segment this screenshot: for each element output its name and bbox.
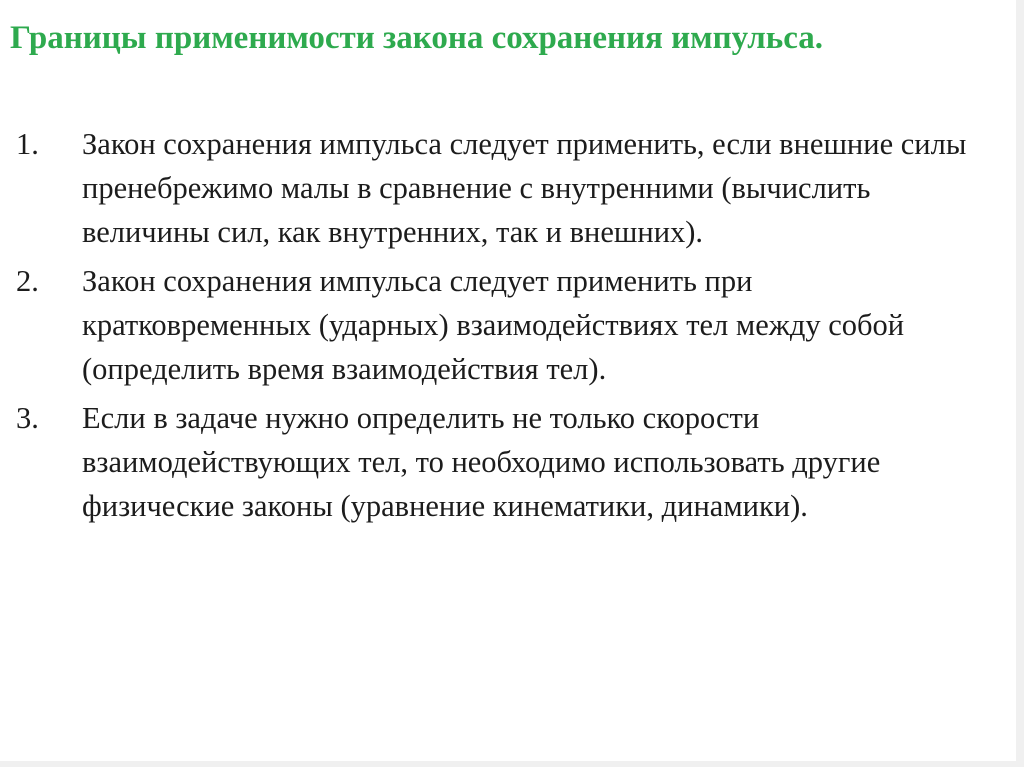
list-item (0, 122, 1010, 254)
numbered-list (0, 122, 1010, 533)
list-item (0, 259, 1010, 391)
list-item-number: 1. (16, 127, 39, 161)
list-item-text: Закон сохранения импульса следует применить, если внешние силы пренебрежимо малы в сравнение с внутренними (вычислить величины сил, как внутренних, так и внешних). (82, 127, 967, 249)
list-item-text: Закон сохранения импульса следует применить при кратковременных (ударных) взаимодействиях тел между собой (определить время взаимодействия тел). (82, 264, 905, 386)
slide-title: Границы применимости закона сохранения импульса. (10, 20, 824, 56)
list-item-number: 2. (16, 264, 39, 298)
list-item (0, 396, 1010, 528)
list-item-text: Если в задаче нужно определить не только скорости взаимодействующих тел, то необходимо использовать другие физические законы (уравнение кинематики, динамики). (82, 401, 881, 523)
list-item-number: 3. (16, 401, 39, 435)
